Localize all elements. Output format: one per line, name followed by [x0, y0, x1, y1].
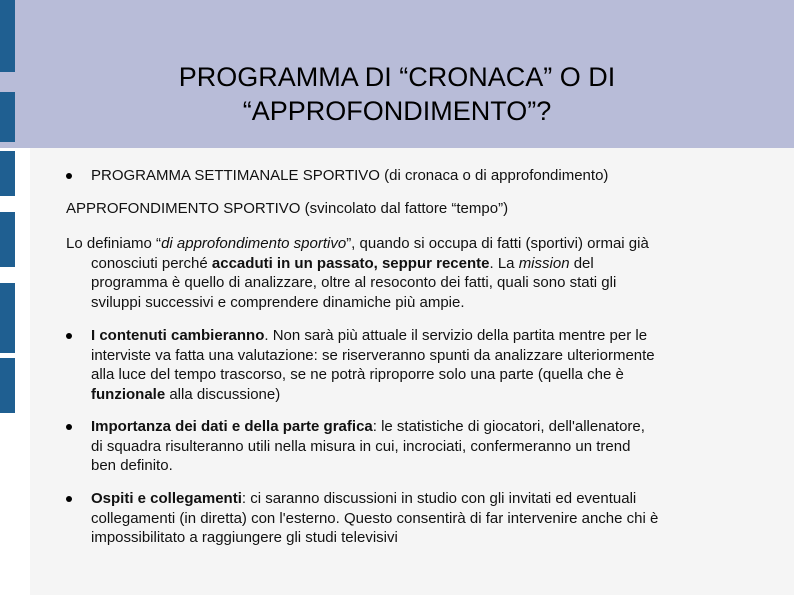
text: di squadra risulteranno utili nella misura in cui, incrociati, confermeranno un trend	[91, 437, 631, 455]
decor-bar	[0, 283, 15, 353]
text: conosciuti perché	[91, 254, 212, 272]
text-bold: I contenuti cambieranno	[91, 327, 265, 344]
text-italic: mission	[518, 254, 570, 272]
text: collegamenti (in diretta) con l'esterno. Questo consentirà di far intervenire anche chi è	[91, 509, 659, 527]
text-bold: accaduti in un passato, seppur recente	[211, 254, 490, 272]
slide-title	[90, 60, 704, 128]
decor-bar	[0, 0, 15, 72]
text: sviluppi successivi e comprendere dinamiche più ampie.	[91, 293, 465, 311]
text: . La	[489, 254, 519, 272]
title-line: “APPROFONDIMENTO”?	[242, 96, 552, 126]
text-bold: Ospiti e collegamenti	[91, 490, 242, 507]
bullet-dot	[66, 173, 72, 179]
bullet-ospiti	[91, 489, 771, 548]
text: del	[569, 254, 594, 272]
text: programma è quello di analizzare, oltre al resoconto dei fatti, quali sono stati gli	[91, 274, 617, 291]
paragraph-approfondimento: APPROFONDIMENTO SPORTIVO (svincolato dal fattore “tempo”)	[66, 200, 509, 217]
text: . Non sarà più attuale il servizio della partita mentre per le	[264, 327, 648, 344]
text: Lo definiamo “	[66, 235, 162, 252]
text-bold: funzionale	[91, 385, 166, 403]
text: ”, quando si occupa di fatti (sportivi) ormai già	[346, 235, 649, 252]
bullet-dot	[66, 333, 72, 339]
bullet-contenuti	[91, 326, 771, 404]
text: impossibilitato a raggiungere gli studi televisivi	[91, 529, 398, 546]
text: interviste va fatta una valutazione: se riserveranno spunti da analizzare ulteriormente	[91, 346, 655, 364]
text: ben definito.	[91, 457, 173, 474]
title-line: PROGRAMMA DI “CRONACA” O DI	[178, 62, 616, 92]
text: alla luce del tempo trascorso, se ne potrà riproporre solo una parte (quella che è	[91, 366, 624, 383]
decor-bar	[0, 358, 15, 413]
bullet-dot	[66, 424, 72, 430]
text: alla discussione)	[165, 385, 281, 403]
text: : ci saranno discussioni in studio con gli invitati ed eventuali	[241, 490, 637, 507]
bullet-dot	[66, 496, 72, 502]
decor-bar	[0, 151, 15, 196]
text: : le statistiche di giocatori, dell'allenatore,	[372, 418, 645, 435]
decor-bar	[0, 212, 15, 267]
text-bold: Importanza dei dati e della parte grafica	[91, 418, 373, 435]
bullet-settimanale: PROGRAMMA SETTIMANALE SPORTIVO (di cronaca o di approfondimento)	[91, 167, 609, 184]
bullet-dati	[91, 417, 771, 476]
paragraph-definizione	[66, 234, 766, 312]
decor-bar	[0, 92, 15, 142]
text-italic: di approfondimento sportivo	[161, 235, 347, 252]
